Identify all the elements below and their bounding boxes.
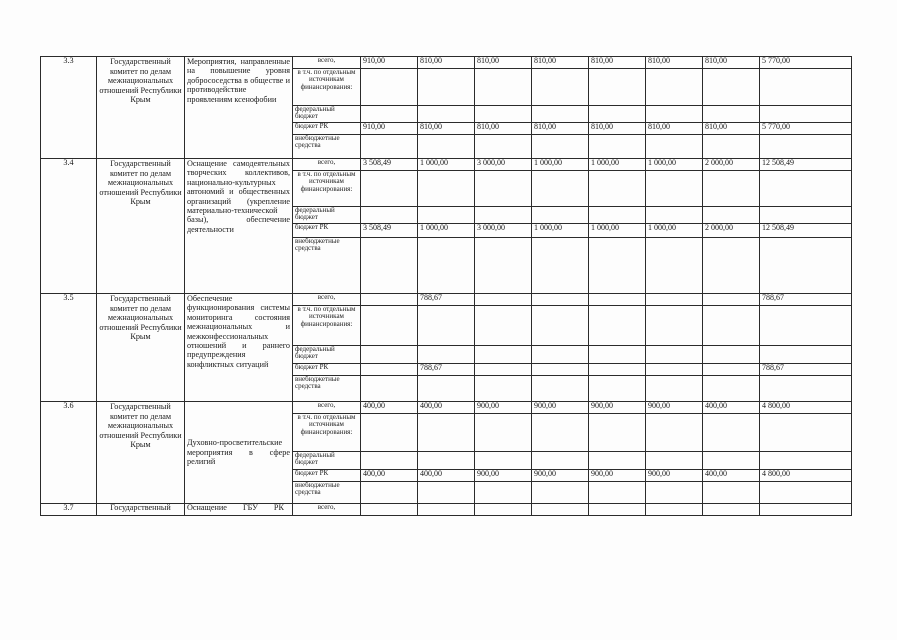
source-split-label: в т.ч. по отдельным источникам финансирования: xyxy=(293,414,361,452)
executor-cell: Государственный комитет по делам межнациональных отношений Республики Крым xyxy=(97,159,185,294)
source-federal-label: федеральный бюджет xyxy=(293,106,361,123)
value-cell: 810,00 xyxy=(475,57,532,69)
value-cell: 2 000,00 xyxy=(703,224,760,238)
value-cell: 900,00 xyxy=(589,470,646,482)
event-cell: Оснащение самодеятельных творческих коллективов, национально-культурных автономий и общественных организаций (укрепление материально-технической базы), обеспечение деятельности xyxy=(185,159,293,294)
value-cell: 788,67 xyxy=(418,294,475,306)
value-cell: 12 508,49 xyxy=(760,159,852,171)
value-cell xyxy=(475,364,532,376)
value-cell xyxy=(475,294,532,306)
source-regional-label: бюджет РК xyxy=(293,224,361,238)
value-cell: 3 508,49 xyxy=(361,159,418,171)
event-cell: Духовно-просветительские мероприятия в сфере религий xyxy=(185,402,293,504)
value-cell xyxy=(646,294,703,306)
value-cell: 1 000,00 xyxy=(532,159,589,171)
table-row xyxy=(41,504,852,516)
source-federal-label: федеральный бюджет xyxy=(293,346,361,364)
source-total-label: всего, xyxy=(293,504,361,516)
value-cell: 3 000,00 xyxy=(475,159,532,171)
source-regional-label: бюджет РК xyxy=(293,123,361,135)
value-cell xyxy=(646,364,703,376)
value-cell: 400,00 xyxy=(418,402,475,414)
source-total-label: всего, xyxy=(293,294,361,306)
value-cell xyxy=(703,364,760,376)
value-cell: 1 000,00 xyxy=(418,224,475,238)
value-cell: 810,00 xyxy=(532,57,589,69)
value-cell: 810,00 xyxy=(532,123,589,135)
table-row xyxy=(41,294,852,306)
value-cell xyxy=(361,364,418,376)
value-cell xyxy=(589,364,646,376)
value-cell: 12 508,49 xyxy=(760,224,852,238)
source-federal-label: федеральный бюджет xyxy=(293,207,361,224)
value-cell xyxy=(589,294,646,306)
event-cell: Мероприятия, направленные на повышение уровня добрососедства в обществе и противодействие проявлениям ксенофобии xyxy=(185,57,293,159)
value-cell: 2 000,00 xyxy=(703,159,760,171)
value-cell: 400,00 xyxy=(361,470,418,482)
value-cell: 900,00 xyxy=(475,470,532,482)
value-cell: 788,67 xyxy=(760,294,852,306)
row-number: 3.7 xyxy=(41,504,97,516)
source-extra-label: внебюджетные средства xyxy=(293,238,361,294)
value-cell xyxy=(361,294,418,306)
value-cell: 900,00 xyxy=(646,470,703,482)
value-cell: 1 000,00 xyxy=(589,159,646,171)
value-cell: 3 000,00 xyxy=(475,224,532,238)
row-number: 3.6 xyxy=(41,402,97,504)
value-cell: 1 000,00 xyxy=(532,224,589,238)
event-cell: Обеспечение функционирования системы мониторинга состояния межнациональных и межконфессиональных отношений и раннего предупреждения конфликтных ситуаций xyxy=(185,294,293,402)
executor-cell: Государственный комитет по делам межнациональных отношений Республики Крым xyxy=(97,294,185,402)
value-cell: 1 000,00 xyxy=(646,224,703,238)
source-regional-label: бюджет РК xyxy=(293,364,361,376)
value-cell: 5 770,00 xyxy=(760,57,852,69)
value-cell: 1 000,00 xyxy=(418,159,475,171)
source-split-label: в т.ч. по отдельным источникам финансирования: xyxy=(293,171,361,207)
value-cell: 400,00 xyxy=(418,470,475,482)
value-cell: 810,00 xyxy=(418,57,475,69)
value-cell: 400,00 xyxy=(703,470,760,482)
source-total-label: всего, xyxy=(293,402,361,414)
budget-table-body xyxy=(41,57,852,516)
row-number: 3.5 xyxy=(41,294,97,402)
row-number: 3.3 xyxy=(41,57,97,159)
table-row xyxy=(41,159,852,171)
value-cell: 810,00 xyxy=(418,123,475,135)
row-number: 3.4 xyxy=(41,159,97,294)
source-federal-label: федеральный бюджет xyxy=(293,452,361,470)
table-row xyxy=(41,57,852,69)
value-cell: 400,00 xyxy=(703,402,760,414)
value-cell: 900,00 xyxy=(475,402,532,414)
budget-table xyxy=(40,56,852,516)
executor-cell: Государственный комитет по делам межнациональных отношений Республики Крым xyxy=(97,402,185,504)
value-cell: 4 800,00 xyxy=(760,402,852,414)
value-cell: 810,00 xyxy=(703,57,760,69)
value-cell: 810,00 xyxy=(646,57,703,69)
value-cell: 1 000,00 xyxy=(646,159,703,171)
value-cell: 810,00 xyxy=(646,123,703,135)
value-cell: 788,67 xyxy=(760,364,852,376)
source-split-label: в т.ч. по отдельным источникам финансирования: xyxy=(293,69,361,106)
event-cell: Оснащение ГБУ РК xyxy=(185,504,293,516)
value-cell: 4 800,00 xyxy=(760,470,852,482)
value-cell: 900,00 xyxy=(589,402,646,414)
value-cell: 900,00 xyxy=(532,470,589,482)
value-cell: 900,00 xyxy=(532,402,589,414)
value-cell: 900,00 xyxy=(646,402,703,414)
value-cell: 810,00 xyxy=(589,57,646,69)
value-cell: 910,00 xyxy=(361,123,418,135)
value-cell: 400,00 xyxy=(361,402,418,414)
executor-cell: Государственный комитет по делам межнациональных отношений Республики Крым xyxy=(97,57,185,159)
source-extra-label: внебюджетные средства xyxy=(293,135,361,159)
value-cell xyxy=(703,294,760,306)
value-cell xyxy=(532,294,589,306)
value-cell: 5 770,00 xyxy=(760,123,852,135)
value-cell: 810,00 xyxy=(703,123,760,135)
source-extra-label: внебюджетные средства xyxy=(293,482,361,504)
source-regional-label: бюджет РК xyxy=(293,470,361,482)
value-cell: 3 508,49 xyxy=(361,224,418,238)
table-row xyxy=(41,402,852,414)
source-total-label: всего, xyxy=(293,57,361,69)
value-cell xyxy=(532,364,589,376)
executor-cell: Государственный xyxy=(97,504,185,516)
source-extra-label: внебюджетные средства xyxy=(293,376,361,402)
value-cell: 1 000,00 xyxy=(589,224,646,238)
source-split-label: в т.ч. по отдельным источникам финансирования: xyxy=(293,306,361,346)
value-cell: 810,00 xyxy=(589,123,646,135)
source-total-label: всего, xyxy=(293,159,361,171)
value-cell: 788,67 xyxy=(418,364,475,376)
value-cell: 910,00 xyxy=(361,57,418,69)
value-cell: 810,00 xyxy=(475,123,532,135)
